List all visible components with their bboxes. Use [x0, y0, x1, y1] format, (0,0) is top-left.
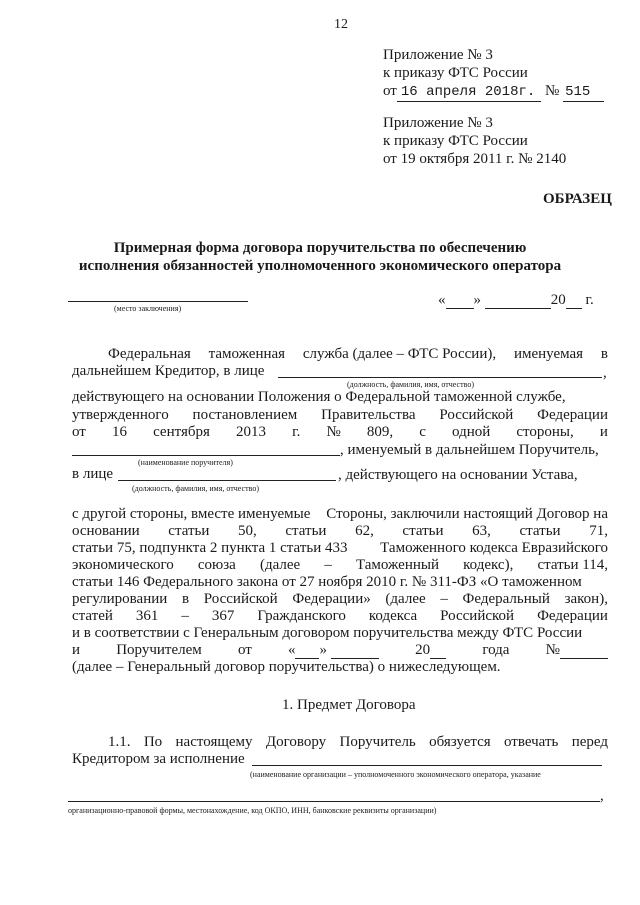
- organization-blank-2: [68, 801, 600, 802]
- organization-blank-1: [252, 765, 602, 766]
- general-contract-year-blank: [430, 645, 446, 659]
- para1-line4: утвержденного постановлением Правительства Российской Федерации: [72, 407, 608, 423]
- place-caption: (место заключения): [114, 304, 182, 313]
- para1-line7-start: в лице: [72, 466, 114, 482]
- para2-line7: статей 361 – 367 Гражданского кодекса Российской Федерации: [72, 608, 608, 624]
- general-contract-month-blank: [331, 645, 379, 659]
- para2-line2: основании статьи 50, статьи 62, статьи 63, статьи 71,: [72, 523, 608, 539]
- appendix-old-line2: к приказу ФТС России: [383, 133, 528, 149]
- para2-line9: и Поручителем от « » 20 года №: [72, 642, 608, 659]
- guarantor-representative-blank: [118, 480, 336, 481]
- clause-1-1-caption1: (наименование организации – уполномоченного экономического оператора, указание: [250, 770, 541, 779]
- sample-label: ОБРАЗЕЦ: [543, 191, 612, 207]
- creditor-representative-blank: [278, 377, 602, 378]
- section1-heading: 1. Предмет Договора: [282, 697, 416, 713]
- document-title-line1: Примерная форма договора поручительства по обеспечению: [113, 240, 527, 256]
- general-contract-number-blank: [560, 645, 608, 659]
- para1-line5: от 16 сентября 2013 г. № 809, с одной стороны, и: [72, 424, 608, 440]
- guarantor-name-blank: [72, 455, 340, 456]
- date-month-blank: [485, 295, 551, 309]
- para1-caption1: (должность, фамилия, имя, отчество): [347, 380, 474, 389]
- appendix-old-line3: от 19 октября 2011 г. № 2140: [383, 151, 567, 167]
- appendix-new-num-sign: №: [545, 83, 560, 99]
- para1-line2: дальнейшем Кредитор, в лице: [72, 363, 265, 379]
- para2-line10: (далее – Генеральный договор поручительства) о нижеследующем.: [72, 659, 501, 675]
- para2-line3: статьи 75, подпункта 2 пункта 1 статьи 433 Таможенного кодекса Евразийского: [72, 540, 608, 556]
- place-blank: [68, 301, 248, 302]
- appendix-new-line3: [383, 83, 604, 102]
- para1-line3: действующего на основании Положения о Федеральной таможенной службе,: [72, 389, 566, 405]
- date-day-blank: [446, 295, 474, 309]
- appendix-new-line2: к приказу ФТС России: [383, 65, 528, 81]
- appendix-new-from: от: [383, 83, 397, 99]
- contract-date: « » 20 г.: [438, 292, 594, 308]
- page-number: 12: [334, 17, 348, 32]
- document-title-line2: исполнения обязанностей уполномоченного экономического оператора: [78, 258, 562, 274]
- para2-line8: и в соответствии с Генеральным договором поручительства между ФТС России: [72, 625, 583, 641]
- para1-caption3: (должность, фамилия, имя, отчество): [132, 484, 259, 493]
- para1-caption2: (наименование поручителя): [138, 458, 233, 467]
- date-year-blank: [566, 295, 582, 309]
- appendix-new-line1: Приложение № 3: [383, 47, 493, 63]
- clause-1-1-line2: Кредитором за исполнение: [72, 751, 245, 767]
- para2-line4: экономического союза (далее – Таможенный кодекс), статьи 114,: [72, 557, 608, 573]
- clause-1-1-caption2: организационно-правовой формы, местонахождение, код ОКПО, ИНН, банковские реквизиты организации): [68, 806, 437, 815]
- appendix-old-line1: Приложение № 3: [383, 115, 493, 131]
- clause-1-1-line1: 1.1. По настоящему Договору Поручитель обязуется отвечать перед: [108, 734, 608, 750]
- para2-line6: регулировании в Российской Федерации» (далее – Федеральный закон),: [72, 591, 608, 607]
- date-year-prefix: 20: [550, 292, 566, 308]
- general-contract-day-blank: [295, 645, 319, 659]
- para1-line6: , именуемый в дальнейшем Поручитель,: [340, 442, 599, 458]
- para2-line5: статьи 146 Федерального закона от 27 ноября 2010 г. № 311-ФЗ «О таможенном: [72, 574, 582, 590]
- date-year-suffix: г.: [585, 292, 594, 308]
- para2-line1: с другой стороны, вместе именуемые Стороны, заключили настоящий Договор на: [72, 506, 608, 522]
- para1-line7-end: , действующего на основании Устава,: [338, 467, 578, 483]
- para1-line1: Федеральная таможенная служба (далее – ФТС России), именуемая в: [108, 346, 608, 362]
- appendix-new-number: 515: [563, 84, 604, 102]
- appendix-new-date: 16 апреля 2018г.: [397, 84, 541, 102]
